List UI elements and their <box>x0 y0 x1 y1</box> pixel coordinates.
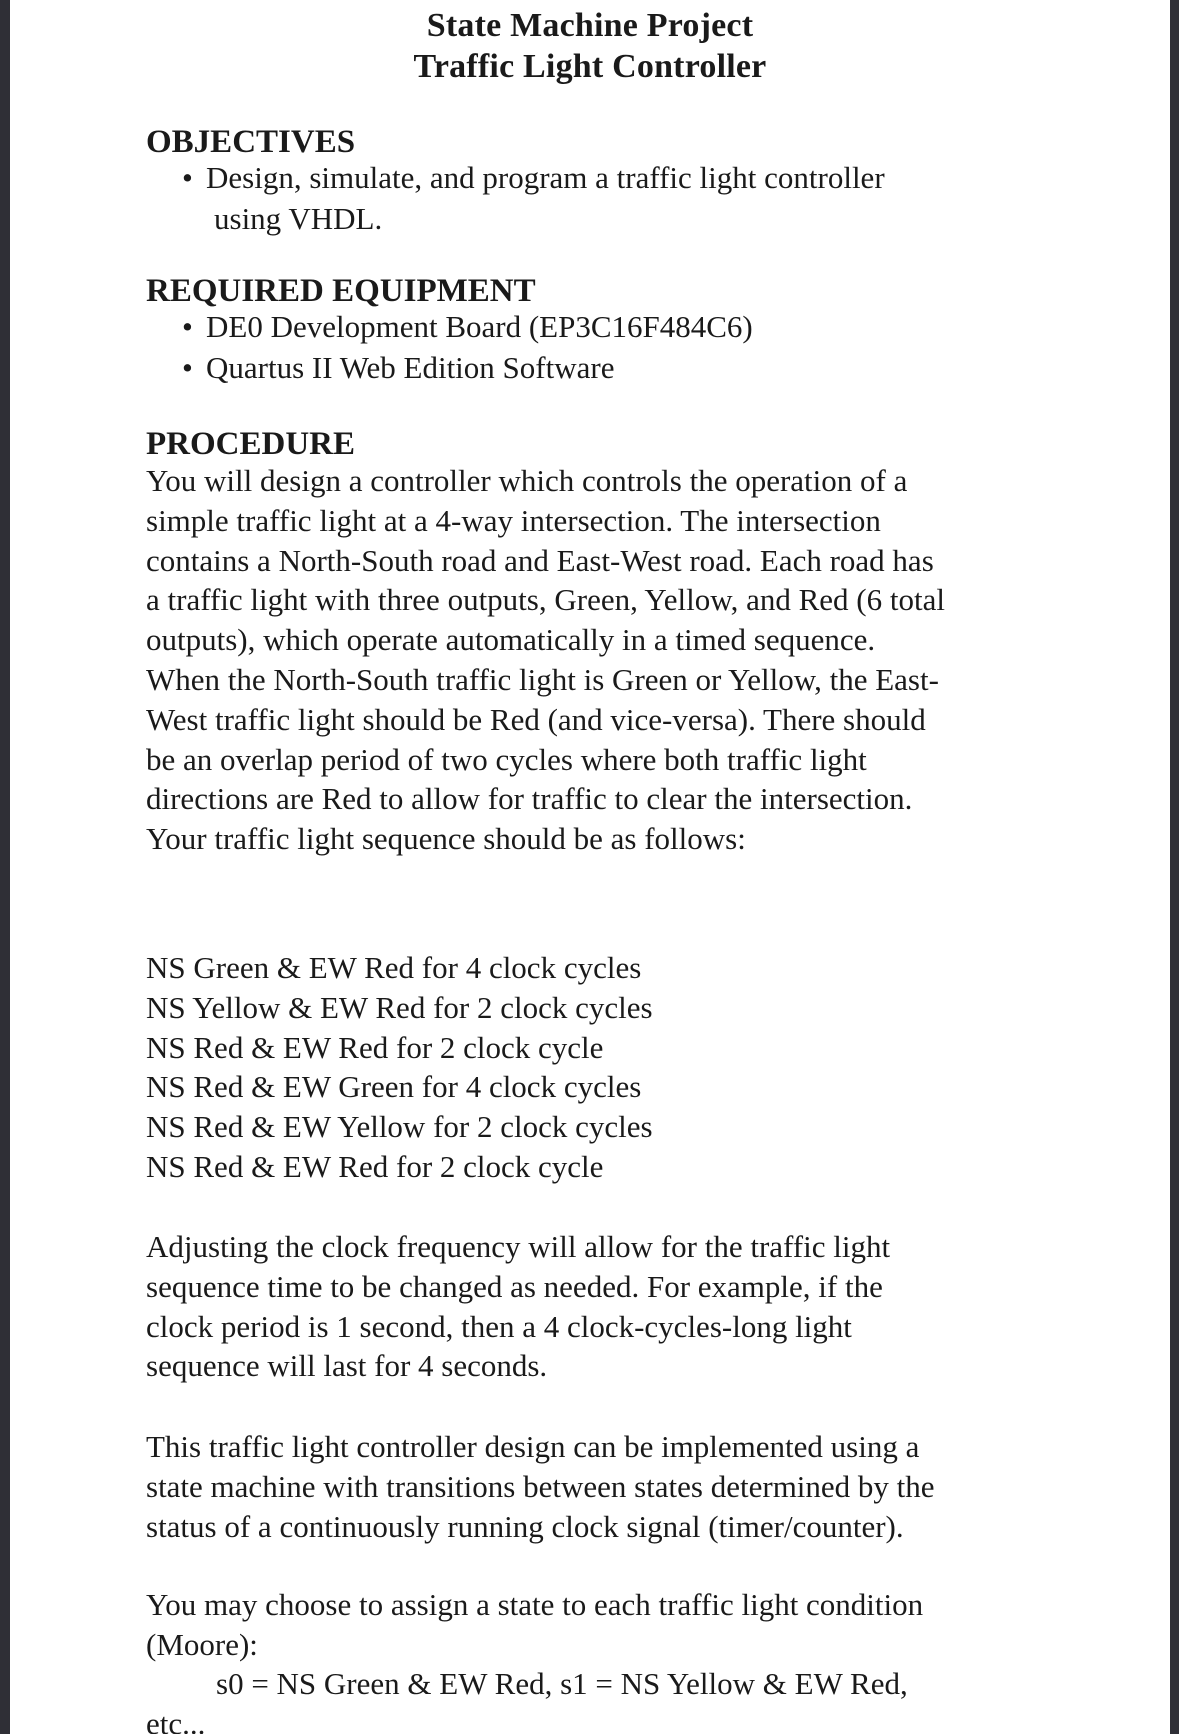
text-line: (Moore): <box>146 1626 258 1662</box>
equipment-item-text: DE0 Development Board (EP3C16F484C6) <box>206 309 753 344</box>
text-line: West traffic light should be Red (and vice-versa). There should <box>146 701 926 737</box>
text-line: Adjusting the clock frequency will allow for the traffic light <box>146 1229 891 1264</box>
title-line-2: Traffic Light Controller <box>413 48 767 85</box>
document-page <box>10 0 1170 1734</box>
procedure-paragraph-3 <box>146 1427 935 1546</box>
text-line: This traffic light controller design can be implemented using a <box>146 1429 920 1464</box>
objectives-bullet <box>182 158 885 198</box>
text-line: sequence time to be changed as needed. For example, if the <box>146 1268 883 1304</box>
sequence-step: NS Red & EW Yellow for 2 clock cycles <box>146 1109 653 1145</box>
text-line: a traffic light with three outputs, Green, Yellow, and Red (6 total <box>146 582 945 618</box>
text-line: sequence will last for 4 seconds. <box>146 1348 548 1384</box>
procedure-paragraph-1 <box>146 461 945 859</box>
bullet-icon: • <box>182 160 193 195</box>
equipment-item <box>182 307 753 347</box>
sequence-step: NS Red & EW Red for 2 clock cycle <box>146 1148 604 1184</box>
objectives-bullet-continuation: using VHDL. <box>214 201 383 236</box>
text-line: simple traffic light at a 4-way intersection. The intersection <box>146 502 881 538</box>
text-line: outputs), which operate automatically in a timed sequence. <box>146 622 876 658</box>
text-line: You will design a controller which controls the operation of a <box>146 463 908 498</box>
equipment-item <box>182 348 614 388</box>
sequence-step: NS Red & EW Green for 4 clock cycles <box>146 1069 642 1105</box>
state-assignment-example: s0 = NS Green & EW Red, s1 = NS Yellow & EW Red, <box>216 1666 908 1701</box>
text-line: status of a continuously running clock signal (timer/counter). <box>146 1508 904 1544</box>
bullet-icon: • <box>182 350 193 385</box>
text-line: When the North-South traffic light is Green or Yellow, the East- <box>146 661 939 697</box>
title-line-1: State Machine Project <box>426 7 754 44</box>
procedure-paragraph-2 <box>146 1227 890 1386</box>
procedure-heading: PROCEDURE <box>146 426 356 462</box>
etc-text: etc... <box>146 1706 206 1734</box>
sequence-step: NS Yellow & EW Red for 2 clock cycles <box>146 989 653 1025</box>
objectives-heading: OBJECTIVES <box>146 124 356 160</box>
text-line: You may choose to assign a state to each traffic light condition <box>146 1587 924 1622</box>
light-sequence-list <box>146 948 653 1187</box>
bullet-icon: • <box>182 309 193 344</box>
equipment-item-text: Quartus II Web Edition Software <box>206 350 615 385</box>
sequence-step: NS Green & EW Red for 4 clock cycles <box>146 950 642 985</box>
objectives-bullet-text: Design, simulate, and program a traffic light controller <box>206 160 885 195</box>
text-line: directions are Red to allow for traffic to clear the intersection. <box>146 781 913 817</box>
text-line: Your traffic light sequence should be as follows: <box>146 821 746 857</box>
text-line: be an overlap period of two cycles where both traffic light <box>146 741 867 777</box>
equipment-heading: REQUIRED EQUIPMENT <box>146 273 536 309</box>
text-line: contains a North-South road and East-West road. Each road has <box>146 542 934 578</box>
text-line: state machine with transitions between states determined by the <box>146 1468 935 1504</box>
procedure-paragraph-4 <box>146 1585 923 1665</box>
sequence-step: NS Red & EW Red for 2 clock cycle <box>146 1029 604 1065</box>
text-line: clock period is 1 second, then a 4 clock-cycles-long light <box>146 1308 852 1344</box>
